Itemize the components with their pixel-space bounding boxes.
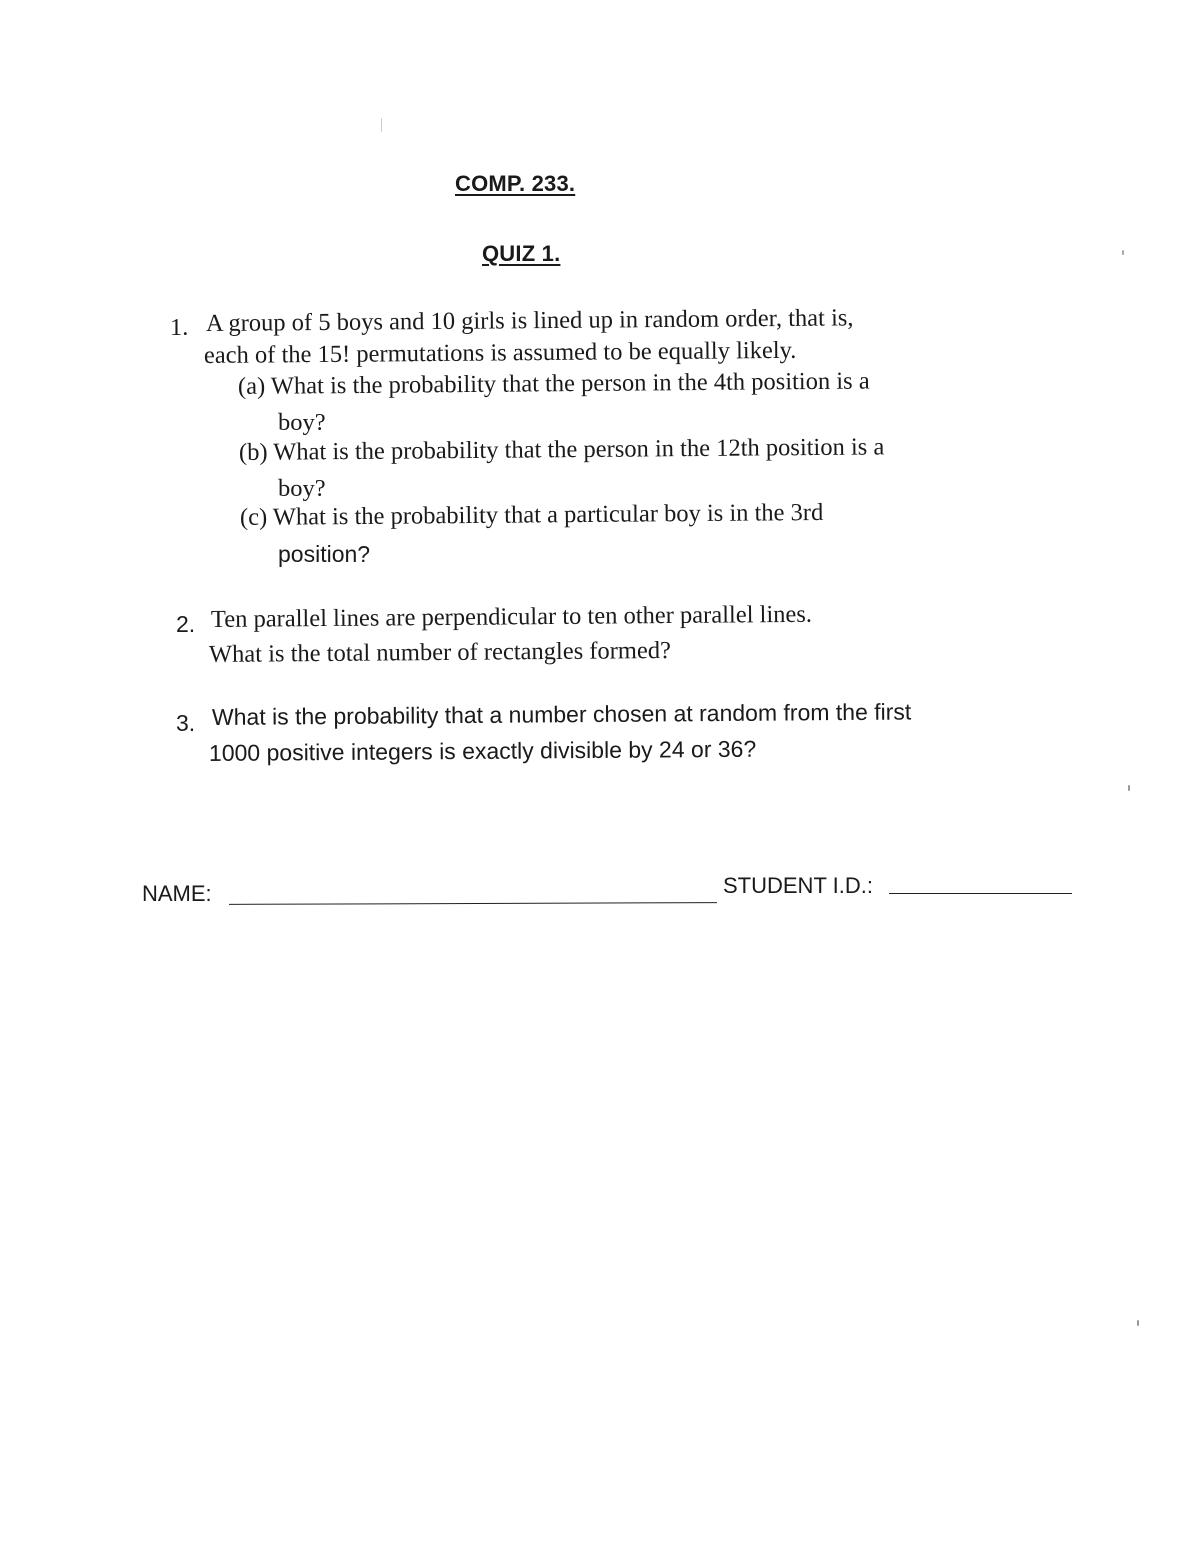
question-2-text-line-2: What is the total number of rectangles formed? xyxy=(208,636,672,668)
question-1-number: 1. xyxy=(170,314,189,341)
name-blank-line[interactable] xyxy=(229,902,717,905)
question-1-text-line-1: A group of 5 boys and 10 girls is lined up in random order, that is, xyxy=(205,304,854,337)
question-1c-line-2: position? xyxy=(278,541,371,567)
question-3-number: 3. xyxy=(176,710,196,736)
question-3-text-line-2: 1000 positive integers is exactly divisible by 24 or 36? xyxy=(208,735,757,766)
question-2-text-line-1: Ten parallel lines are perpendicular to ten other parallel lines. xyxy=(210,600,813,633)
student-id-label: STUDENT I.D.: xyxy=(723,873,873,898)
scan-speck xyxy=(1137,1320,1139,1326)
question-1b-line-2: boy? xyxy=(278,475,326,502)
question-1b-line-1: (b) What is the probability that the person in the 12th position is a xyxy=(238,433,885,466)
question-1a-line-2: boy? xyxy=(278,409,326,436)
question-1-text-line-2: each of the 15! permutations is assumed to be equally likely. xyxy=(203,336,797,369)
name-label: NAME: xyxy=(142,881,212,906)
question-1c-line-1: (c) What is the probability that a particular boy is in the 3rd xyxy=(239,498,824,531)
course-title: COMP. 233. xyxy=(455,171,576,196)
scan-speck xyxy=(381,118,382,132)
question-2-number: 2. xyxy=(176,611,196,637)
student-id-blank-line[interactable] xyxy=(889,893,1072,894)
quiz-title: QUIZ 1. xyxy=(482,241,561,266)
question-1a-line-1: (a) What is the probability that the person in the 4th position is a xyxy=(237,367,870,400)
scan-speck xyxy=(1128,785,1130,791)
scan-speck xyxy=(1122,250,1124,255)
question-3-text-line-1: What is the probability that a number chosen at random from the first xyxy=(211,698,912,730)
